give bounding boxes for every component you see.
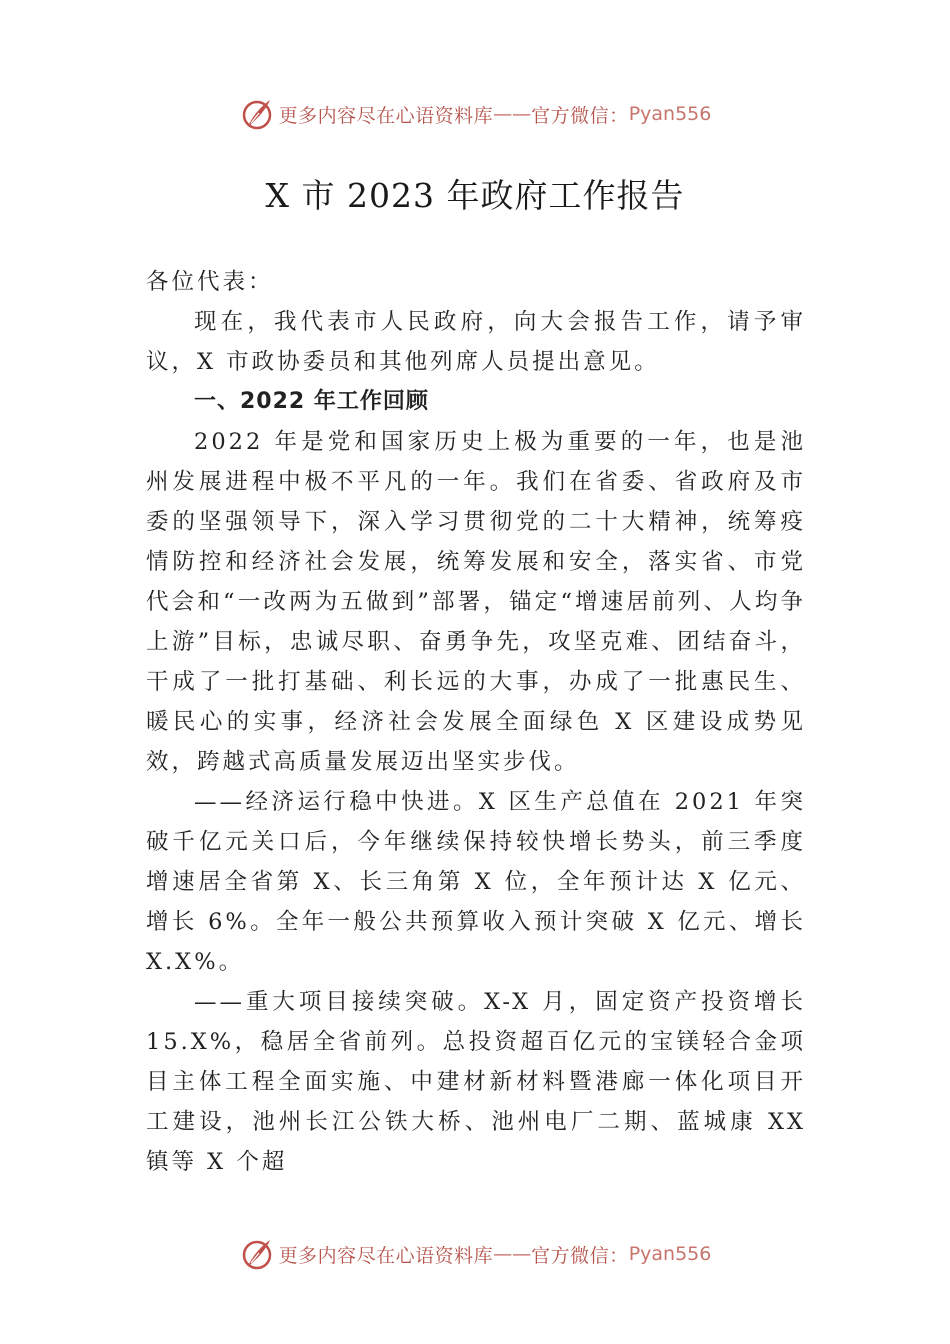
greeting: 各位代表： [146,269,274,295]
document-title: X 市 2023 年政府工作报告 [265,176,685,215]
paragraph-economy: ——经济运行稳中快进。X 区生产总值在 2021 年突破千亿元关口后，今年继续保持较快增长势头，前三季度增速居全省第 X、长三角第 X 位，全年预计达 X 亿元、增长 6%。全年一般公共预算收入预计突破 X 亿元、增长 X.X%。 [146,789,806,975]
watermark-wechat-label: 官方微信： [531,1244,629,1267]
section-heading: 一、2022 年工作回顾 [194,389,429,414]
document-body [146,262,806,1182]
paragraph-review: 2022 年是党和国家历史上极为重要的一年，也是池州发展进程中极不平凡的一年。我们在省委、省政府及市委的坚强领导下，深入学习贯彻党的二十大精神，统筹疫情防控和经济社会发展，统筹发展和安全，落实省、市党代会和“一改两为五做到”部署，锚定“增速居前列、人均争上游”目标，忠诚尽职、奋勇争先，攻坚克难、团结奋斗，干成了一批打基础、利长远的大事，办成了一批惠民生、暖民心的实事，经济社会发展全面绿色 X 区建设成势见效，跨越式高质量发展迈出坚实步伐。 [146,429,806,775]
watermark-wechat-id: Pyan556 [628,1243,712,1265]
quill-pen-logo-icon [239,96,275,132]
watermark-separator: —— [493,103,532,125]
watermark-text: 更多内容尽在心语资料库 [278,1244,494,1267]
watermark-banner-top [0,94,950,134]
watermark-wechat-id: Pyan556 [628,103,712,125]
watermark-text: 更多内容尽在心语资料库 [278,104,494,127]
quill-pen-logo-icon [239,1236,275,1272]
intro-paragraph: 现在，我代表市人民政府，向大会报告工作，请予审议，X 市政协委员和其他列席人员提出意见。 [146,309,806,375]
watermark-separator: —— [493,1243,532,1265]
paragraph-projects: ——重大项目接续突破。X-X 月，固定资产投资增长 15.X%，稳居全省前列。总投资超百亿元的宝镁轻合金项目主体工程全面实施、中建材新材料暨港廊一体化项目开工建设，池州长江公铁大桥、池州电厂二期、蓝城康 XX 镇等 X 个超 [146,989,806,1175]
watermark-banner-bottom [0,1234,950,1274]
watermark-wechat-label: 官方微信： [531,104,629,127]
